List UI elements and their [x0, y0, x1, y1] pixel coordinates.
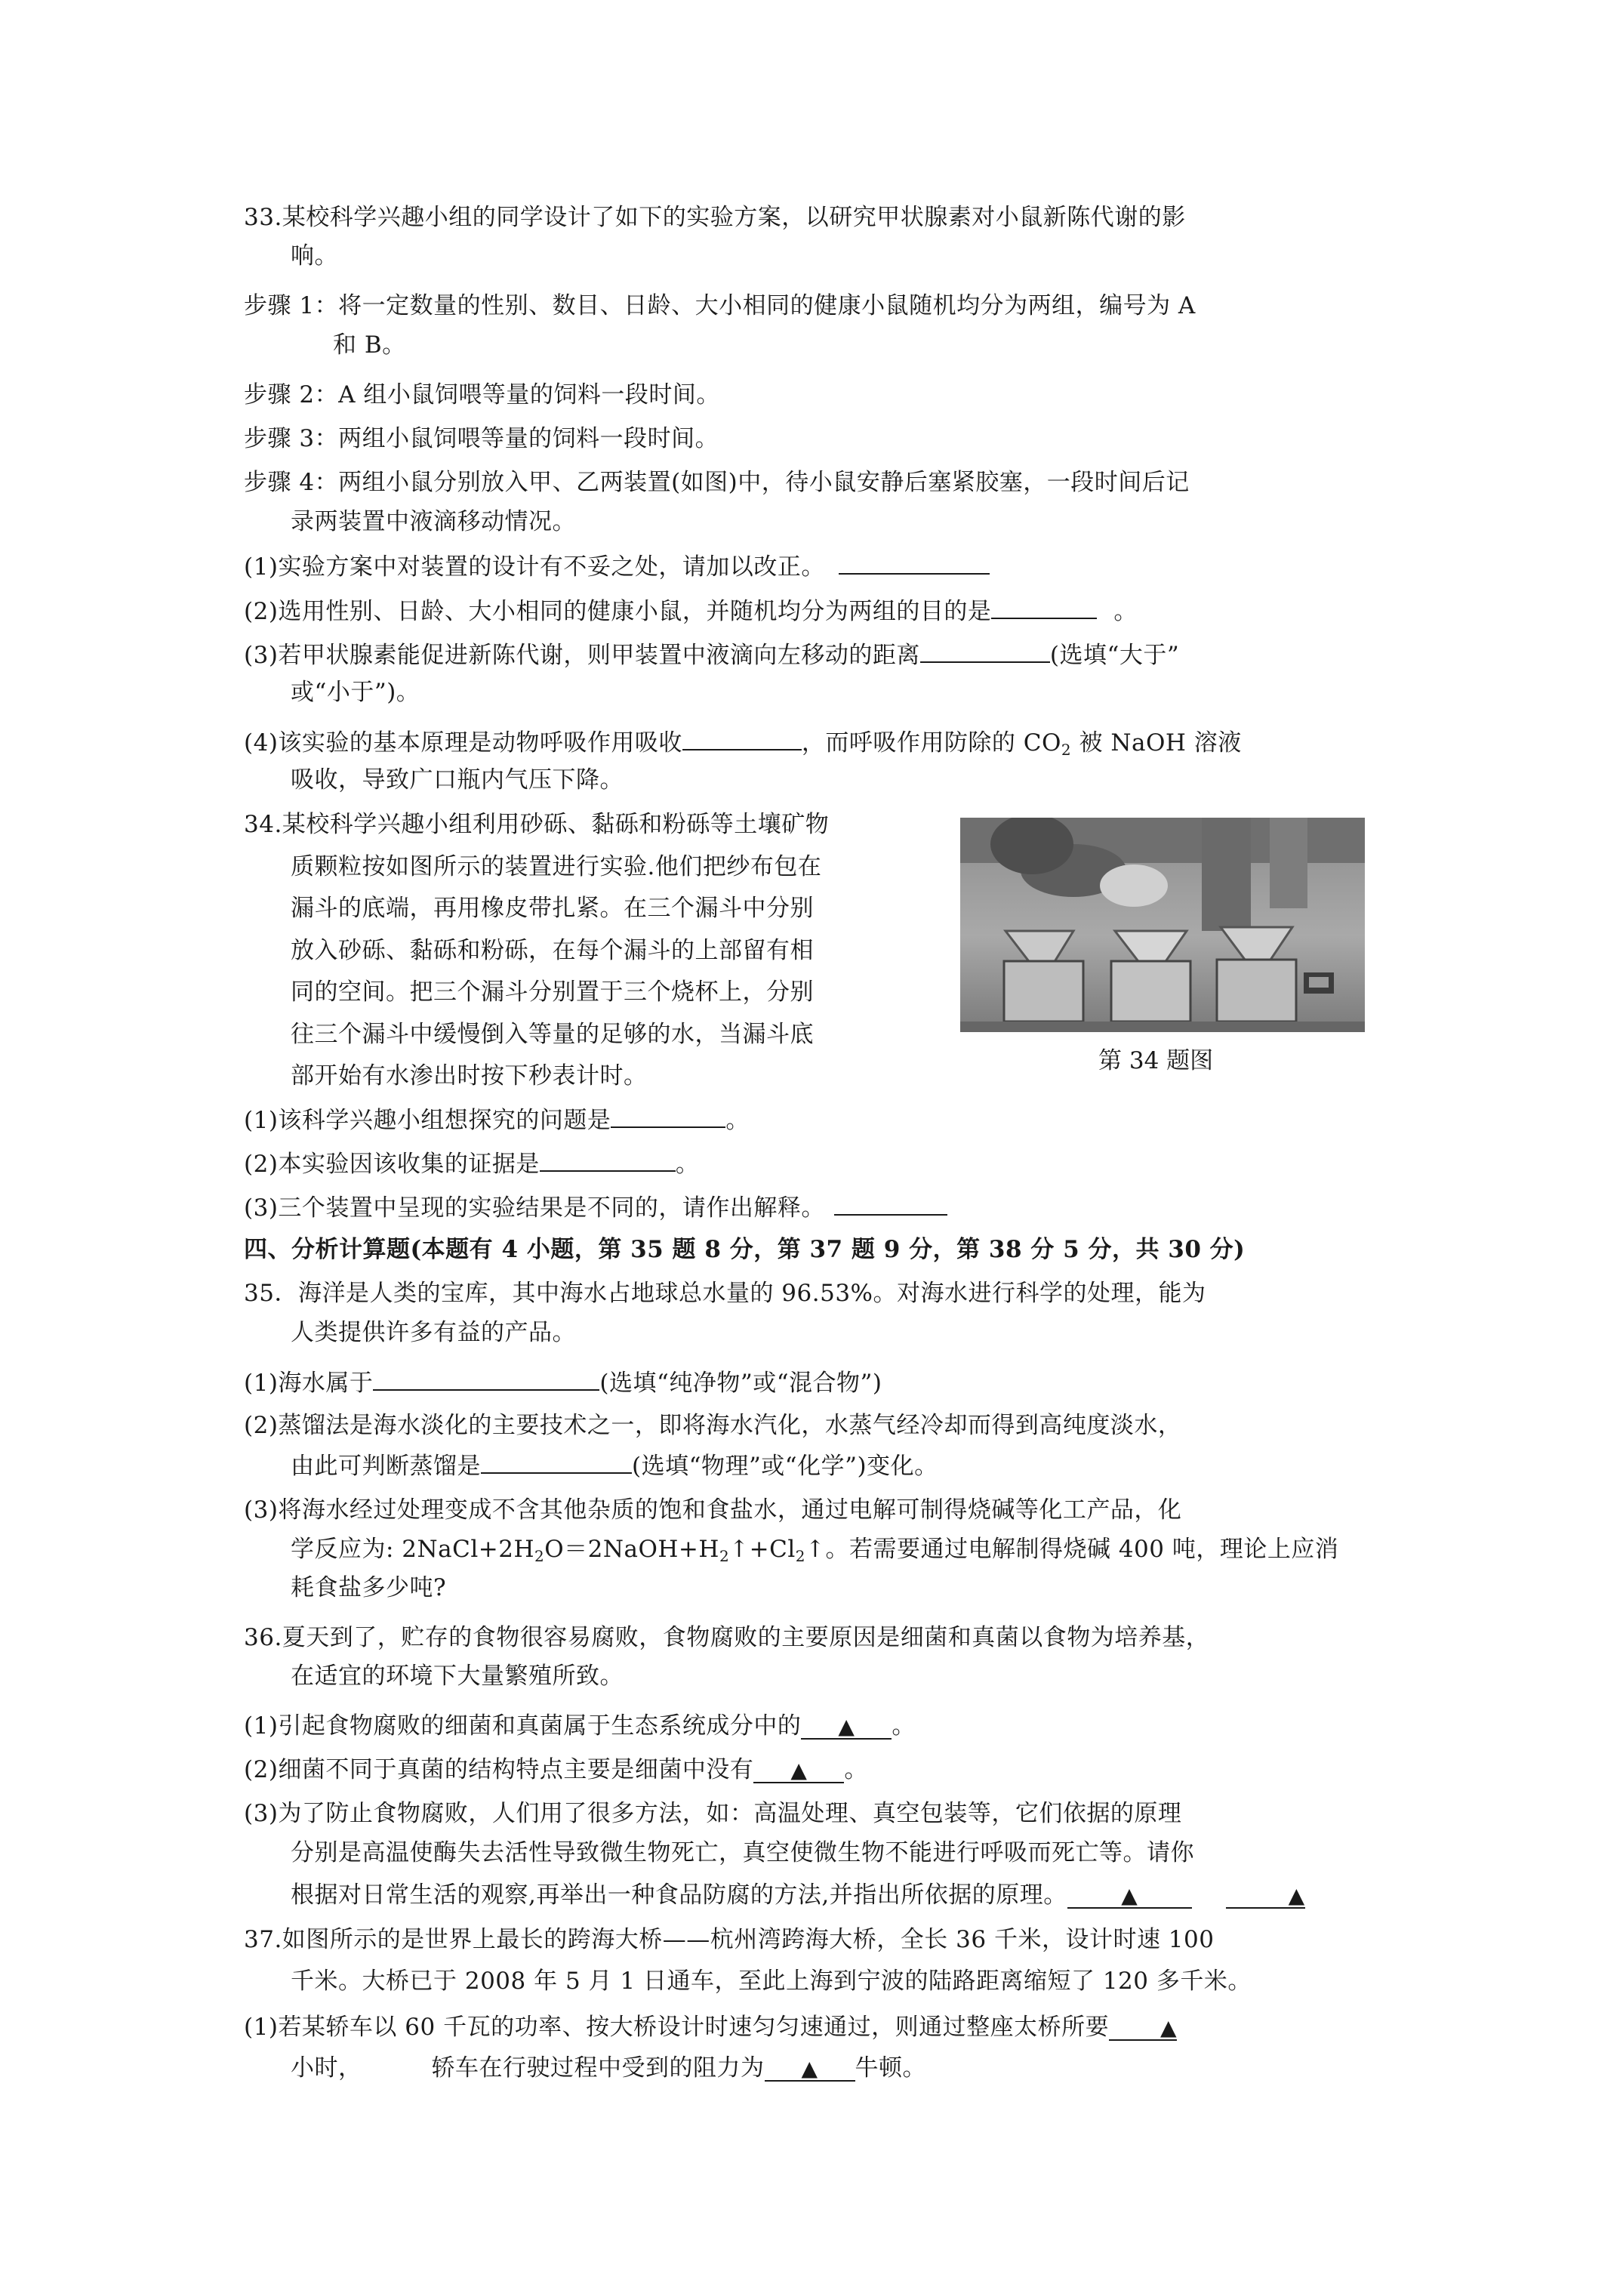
answer-blank[interactable]	[753, 1759, 844, 1783]
subscript: 2	[534, 1547, 545, 1565]
answer-blank[interactable]	[540, 1148, 676, 1172]
q37-line-1: 37.如图所示的是世界上最长的跨海大桥——杭州湾跨海大桥，全长 36 千米，设计时速 100	[244, 1926, 1215, 1953]
q36-sub3-line-3	[291, 1880, 1305, 1910]
q35-sub3-line-2	[291, 1534, 1338, 1571]
q33-sub4-mid: ，而呼吸作用防除的 CO	[801, 729, 1061, 757]
chem-equation-part: 学反应为: 2NaCl+2H	[291, 1536, 534, 1563]
q36-sub2-end: 。	[844, 1756, 868, 1783]
answer-blank[interactable]	[682, 726, 802, 750]
q34-line-4: 放入砂砾、黏砾和粉砾，在每个漏斗的上部留有相	[291, 937, 814, 964]
q37-line-2: 千米。大桥已于 2008 年 5 月 1 日通车，至此上海到宁波的陆路距离缩短了 120 多千米。	[291, 1968, 1252, 1995]
answer-marker-icon: ▲	[1160, 2015, 1178, 2040]
q35-sub3-line-3: 耗食盐多少吨?	[291, 1574, 447, 1601]
q35-sub2-option: (选填“物理”或“化学”)变化。	[632, 1453, 938, 1480]
answer-blank[interactable]	[481, 1450, 632, 1474]
answer-blank[interactable]	[801, 1715, 892, 1740]
answer-marker-icon: ▲	[790, 1758, 808, 1783]
chem-equation-part: ↑+Cl	[729, 1536, 796, 1563]
q34-sub2	[244, 1148, 699, 1179]
answer-blank[interactable]	[1109, 2017, 1177, 2041]
q33-sub1	[244, 550, 990, 582]
q36-line-2: 在适宜的环境下大量繁殖所致。	[291, 1663, 624, 1690]
q36-sub1-text: (1)引起食物腐败的细菌和真菌属于生态系统成分中的	[244, 1712, 802, 1740]
q34-sub2-end: 。	[675, 1151, 700, 1178]
q33-step1-line-2: 和 B。	[333, 331, 406, 359]
q34-line-1: 34.某校科学兴趣小组利用砂砾、黏砾和粉砾等土壤矿物	[244, 811, 830, 838]
answer-blank[interactable]	[834, 1191, 947, 1216]
answer-marker-icon: ▲	[1288, 1883, 1305, 1908]
q35-sub2-line-2	[291, 1450, 938, 1481]
q37-sub1-text: (1)若某轿车以 60 千瓦的功率、按大桥设计时速匀匀速通过，则通过整座太桥所要	[244, 2014, 1110, 2041]
q33-sub4-subscript: 2	[1061, 741, 1072, 759]
q33-sub4-line-2: 吸收，导致广口瓶内气压下降。	[291, 766, 624, 794]
q33-step3: 步骤 3：两组小鼠饲喂等量的饲料一段时间。	[244, 425, 719, 452]
answer-blank[interactable]	[765, 2057, 855, 2082]
q36-sub3-line-1: (3)为了防止食物腐败，人们用了很多方法，如：高温处理、真空包装等，它们依据的原理	[244, 1800, 1182, 1827]
answer-blank[interactable]	[1067, 1885, 1192, 1909]
subscript: 2	[719, 1547, 730, 1565]
q34-sub3-text: (3)三个装置中呈现的实验结果是不同的，请作出解释。	[244, 1194, 825, 1222]
q34-sub3	[244, 1191, 947, 1223]
q34-line-5: 同的空间。把三个漏斗分别置于三个烧杯上，分别	[291, 978, 814, 1006]
q36-sub1	[244, 1711, 916, 1741]
q35-sub1-option: (选填“纯净物”或“混合物”)	[599, 1370, 882, 1397]
q33-step1-line-1: 步骤 1：将一定数量的性别、数目、日龄、大小相同的健康小鼠随机均分为两组，编号为 A	[244, 292, 1196, 319]
q37-sub1-line-1	[244, 2012, 1177, 2042]
q36-sub2	[244, 1755, 868, 1785]
q36-sub2-text: (2)细菌不同于真菌的结构特点主要是细菌中没有	[244, 1756, 754, 1783]
q33-sub4-text: (4)该实验的基本原理是动物呼吸作用吸收	[244, 729, 682, 757]
q37-sub1-line-2	[291, 2053, 926, 2083]
subscript: 2	[795, 1547, 805, 1565]
q33-sub3-line-2: 或“小于”)。	[291, 679, 420, 706]
answer-blank[interactable]	[1226, 1885, 1305, 1909]
q33-sub3-option: (选填“大于”	[1049, 642, 1180, 669]
q36-sub1-end: 。	[892, 1712, 916, 1740]
q34-sub1-text: (1)该科学兴趣小组想探究的问题是	[244, 1107, 611, 1134]
figure-caption: 第 34 题图	[1098, 1047, 1214, 1074]
funnel-experiment-photo	[960, 818, 1365, 1032]
q35-line-2: 人类提供许多有益的产品。	[291, 1319, 576, 1346]
q33-intro-line-2: 响。	[291, 242, 338, 270]
q34-line-7: 部开始有水渗出时按下秒表计时。	[291, 1062, 648, 1089]
answer-marker-icon: ▲	[1121, 1883, 1138, 1908]
answer-blank[interactable]	[991, 595, 1097, 619]
funnel-experiment-photo-drawing	[960, 818, 1365, 1032]
q36-sub3-text: 根据对日常生活的观察,再举出一种食品防腐的方法,并指出所依据的原理。	[291, 1881, 1067, 1909]
q35-sub2-line-1: (2)蒸馏法是海水淡化的主要技术之一，即将海水汽化，水蒸气经冷却而得到高纯度淡水，	[244, 1412, 1182, 1439]
q33-sub2-end: 。	[1113, 598, 1138, 625]
q33-sub3-text: (3)若甲状腺素能促进新陈代谢，则甲装置中液滴向左移动的距离	[244, 642, 920, 669]
q37-sub1-unit: 小时，	[291, 2054, 362, 2082]
q34-sub1	[244, 1104, 750, 1136]
q33-step2: 步骤 2：A 组小鼠饲喂等量的饲料一段时间。	[244, 381, 720, 408]
q35-sub1	[244, 1367, 882, 1398]
chem-equation-part: ↑。若需要通过电解制得烧碱 400 吨，理论上应消	[805, 1536, 1339, 1563]
q33-sub4-end: 被 NaOH 溶液	[1071, 729, 1242, 757]
section-heading: 四、分析计算题(本题有 4 小题，第 35 题 8 分，第 37 题 9 分，第 38 分 5 分，共 30 分)	[244, 1236, 1246, 1263]
q33-sub2-text: (2)选用性别、日龄、大小相同的健康小鼠，并随机均分为两组的目的是	[244, 598, 992, 625]
q36-sub3-line-2: 分别是高温使酶失去活性导致微生物死亡，真空使微生物不能进行呼吸而死亡等。请你	[291, 1839, 1194, 1866]
chem-equation-part: O＝2NaOH+H	[544, 1536, 719, 1563]
q37-sub1-end: 牛顿。	[855, 2054, 926, 2082]
q34-line-6: 往三个漏斗中缓慢倒入等量的足够的水，当漏斗底	[291, 1021, 814, 1048]
answer-blank[interactable]	[611, 1104, 725, 1128]
q33-intro-line-1: 33.某校科学兴趣小组的同学设计了如下的实验方案，以研究甲状腺素对小鼠新陈代谢的影	[244, 204, 1186, 231]
q36-line-1: 36.夏天到了，贮存的食物很容易腐败，食物腐败的主要原因是细菌和真菌以食物为培养基，	[244, 1624, 1210, 1651]
q35-line-1: 35．海洋是人类的宝库，其中海水占地球总水量的 96.53%。对海水进行科学的处理，能为	[244, 1280, 1206, 1307]
q33-sub4	[244, 726, 1242, 765]
answer-blank[interactable]	[920, 639, 1050, 663]
q37-sub1-text-2: 轿车在行驶过程中受到的阻力为	[431, 2054, 765, 2082]
answer-blank[interactable]	[373, 1367, 599, 1391]
q33-step4-line-2: 录两装置中液滴移动情况。	[291, 508, 576, 535]
q35-sub1-text: (1)海水属于	[244, 1370, 374, 1397]
answer-marker-icon: ▲	[801, 2056, 818, 2081]
q35-sub2-text: 由此可判断蒸馏是	[291, 1453, 481, 1480]
answer-blank[interactable]	[839, 550, 990, 575]
q33-step4-line-1: 步骤 4：两组小鼠分别放入甲、乙两装置(如图)中，待小鼠安静后塞紧胶塞，一段时间后记	[244, 469, 1190, 496]
q34-line-3: 漏斗的底端，再用橡皮带扎紧。在三个漏斗中分别	[291, 895, 814, 922]
q35-sub3-line-1: (3)将海水经过处理变成不含其他杂质的饱和食盐水，通过电解可制得烧碱等化工产品，化	[244, 1496, 1182, 1524]
q33-sub3	[244, 639, 1179, 670]
q34-sub2-text: (2)本实验因该收集的证据是	[244, 1151, 540, 1178]
q34-sub1-end: 。	[725, 1107, 750, 1134]
q34-line-2: 质颗粒按如图所示的装置进行实验.他们把纱布包在	[291, 853, 822, 880]
answer-marker-icon: ▲	[838, 1714, 855, 1739]
q33-sub1-text: (1)实验方案中对装置的设计有不妥之处，请加以改正。	[244, 553, 825, 581]
q33-sub2	[244, 595, 1138, 627]
